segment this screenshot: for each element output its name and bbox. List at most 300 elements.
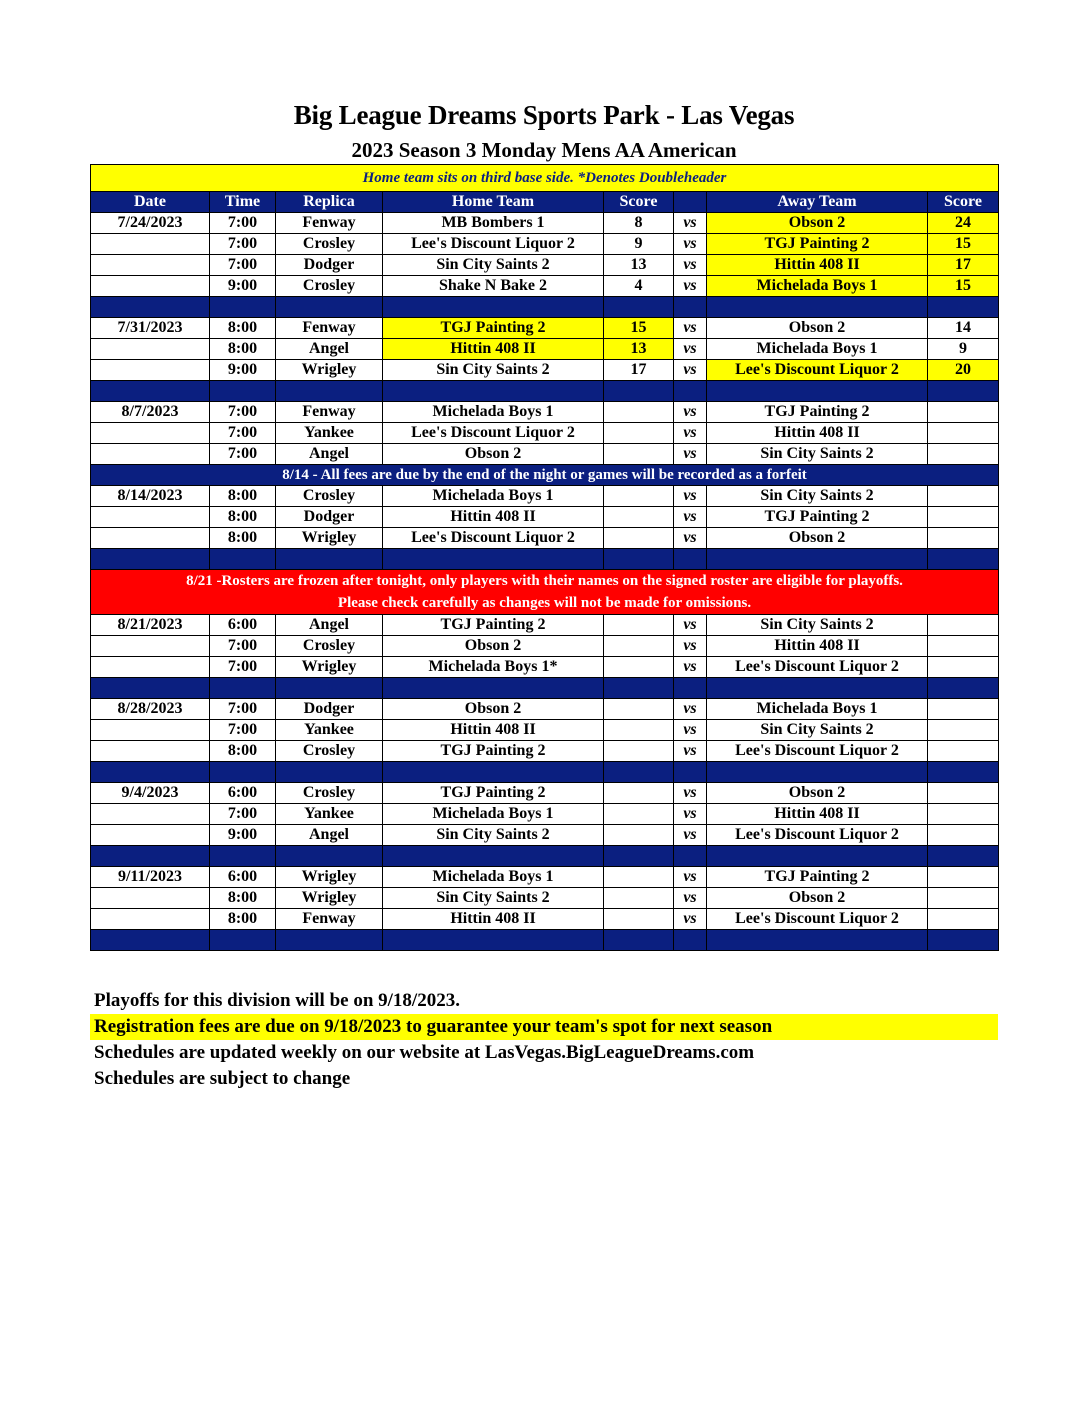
separator-cell [928, 762, 999, 783]
game-row [91, 636, 999, 657]
home-score: 13 [604, 339, 674, 360]
away-team: Hittin 408 II [707, 255, 928, 276]
away-score: 14 [928, 318, 999, 339]
away-score: 24 [928, 213, 999, 234]
col-away-team: Away Team [707, 192, 928, 213]
home-score [604, 444, 674, 465]
away-score [928, 804, 999, 825]
vs-label: vs [674, 507, 707, 528]
vs-label: vs [674, 528, 707, 549]
game-field: Fenway [276, 213, 383, 234]
game-date: 7/24/2023 [91, 213, 210, 234]
away-score: 15 [928, 276, 999, 297]
col-home-score: Score [604, 192, 674, 213]
schedule-table [90, 164, 999, 951]
home-team: Michelada Boys 1* [383, 657, 604, 678]
vs-label: vs [674, 339, 707, 360]
away-score: 9 [928, 339, 999, 360]
separator-cell [210, 846, 276, 867]
game-field: Crosley [276, 486, 383, 507]
fee-notice: 8/14 - All fees are due by the end of the night or games will be recorded as a forfeit [91, 465, 999, 486]
away-team: Michelada Boys 1 [707, 699, 928, 720]
game-time: 8:00 [210, 486, 276, 507]
game-field: Yankee [276, 423, 383, 444]
game-row [91, 783, 999, 804]
away-team: Obson 2 [707, 888, 928, 909]
home-team: Hittin 408 II [383, 909, 604, 930]
game-time: 7:00 [210, 657, 276, 678]
home-team: Sin City Saints 2 [383, 888, 604, 909]
home-team: Michelada Boys 1 [383, 486, 604, 507]
game-time: 9:00 [210, 825, 276, 846]
away-score [928, 867, 999, 888]
separator-cell [210, 381, 276, 402]
separator-cell [707, 762, 928, 783]
page-title: Big League Dreams Sports Park - Las Vegas [293, 100, 795, 130]
vs-label: vs [674, 234, 707, 255]
game-row [91, 486, 999, 507]
home-team: Sin City Saints 2 [383, 360, 604, 381]
separator-cell [383, 678, 604, 699]
away-score [928, 615, 999, 636]
fee-notice-row [91, 465, 999, 486]
home-team: MB Bombers 1 [383, 213, 604, 234]
game-field: Wrigley [276, 360, 383, 381]
away-score [928, 657, 999, 678]
game-date [91, 909, 210, 930]
game-field: Wrigley [276, 657, 383, 678]
game-field: Wrigley [276, 888, 383, 909]
col-vs [674, 192, 707, 213]
game-date: 8/7/2023 [91, 402, 210, 423]
game-field: Wrigley [276, 528, 383, 549]
game-time: 6:00 [210, 615, 276, 636]
separator-cell [604, 549, 674, 570]
vs-label: vs [674, 276, 707, 297]
away-team: Sin City Saints 2 [707, 486, 928, 507]
week-separator-row [91, 930, 999, 951]
away-team: Hittin 408 II [707, 636, 928, 657]
game-time: 6:00 [210, 783, 276, 804]
vs-label: vs [674, 825, 707, 846]
vs-label: vs [674, 318, 707, 339]
game-row [91, 213, 999, 234]
away-team: TGJ Painting 2 [707, 234, 928, 255]
home-team: Sin City Saints 2 [383, 255, 604, 276]
game-date [91, 657, 210, 678]
week-separator-row [91, 549, 999, 570]
separator-cell [707, 297, 928, 318]
separator-cell [383, 930, 604, 951]
home-score [604, 507, 674, 528]
game-date [91, 423, 210, 444]
game-date: 8/28/2023 [91, 699, 210, 720]
game-time: 8:00 [210, 339, 276, 360]
game-time: 9:00 [210, 276, 276, 297]
game-row [91, 741, 999, 762]
separator-cell [604, 381, 674, 402]
away-team: Hittin 408 II [707, 423, 928, 444]
game-time: 7:00 [210, 234, 276, 255]
game-time: 7:00 [210, 720, 276, 741]
game-date: 9/4/2023 [91, 783, 210, 804]
roster-alert-row [91, 570, 999, 615]
game-date [91, 804, 210, 825]
game-row [91, 444, 999, 465]
away-score [928, 402, 999, 423]
away-score: 17 [928, 255, 999, 276]
home-team: Lee's Discount Liquor 2 [383, 423, 604, 444]
separator-cell [674, 930, 707, 951]
game-date [91, 255, 210, 276]
game-time: 8:00 [210, 528, 276, 549]
home-team: Hittin 408 II [383, 507, 604, 528]
separator-cell [210, 678, 276, 699]
game-date: 8/14/2023 [91, 486, 210, 507]
vs-label: vs [674, 741, 707, 762]
home-team: Obson 2 [383, 636, 604, 657]
vs-label: vs [674, 888, 707, 909]
game-time: 7:00 [210, 636, 276, 657]
game-time: 7:00 [210, 213, 276, 234]
home-score [604, 657, 674, 678]
game-time: 7:00 [210, 804, 276, 825]
game-field: Crosley [276, 741, 383, 762]
week-separator-row [91, 678, 999, 699]
separator-cell [276, 381, 383, 402]
separator-cell [707, 381, 928, 402]
home-team: TGJ Painting 2 [383, 783, 604, 804]
game-time: 7:00 [210, 402, 276, 423]
week-separator-row [91, 297, 999, 318]
home-team: Michelada Boys 1 [383, 867, 604, 888]
page-subtitle: 2023 Season 3 Monday Mens AA American [351, 138, 737, 162]
home-score [604, 486, 674, 507]
separator-cell [383, 549, 604, 570]
away-team: TGJ Painting 2 [707, 402, 928, 423]
home-score [604, 615, 674, 636]
away-team: Obson 2 [707, 213, 928, 234]
separator-cell [383, 297, 604, 318]
away-team: Sin City Saints 2 [707, 720, 928, 741]
home-score [604, 402, 674, 423]
game-row [91, 909, 999, 930]
vs-label: vs [674, 804, 707, 825]
game-row [91, 804, 999, 825]
game-field: Dodger [276, 699, 383, 720]
separator-cell [674, 846, 707, 867]
game-row [91, 402, 999, 423]
registration-note: Registration fees are due on 9/18/2023 to guarantee your team's spot for next season [90, 1014, 998, 1040]
game-field: Yankee [276, 720, 383, 741]
separator-cell [383, 762, 604, 783]
home-score [604, 804, 674, 825]
game-row [91, 255, 999, 276]
away-score [928, 528, 999, 549]
separator-cell [928, 549, 999, 570]
week-separator-row [91, 762, 999, 783]
away-score [928, 825, 999, 846]
home-score [604, 825, 674, 846]
separator-cell [91, 549, 210, 570]
separator-cell [276, 549, 383, 570]
separator-cell [674, 762, 707, 783]
separator-cell [604, 297, 674, 318]
home-team: TGJ Painting 2 [383, 318, 604, 339]
game-time: 8:00 [210, 909, 276, 930]
game-field: Wrigley [276, 867, 383, 888]
home-team: TGJ Painting 2 [383, 615, 604, 636]
separator-cell [928, 846, 999, 867]
home-score: 4 [604, 276, 674, 297]
game-row [91, 867, 999, 888]
separator-cell [91, 678, 210, 699]
game-time: 8:00 [210, 741, 276, 762]
separator-cell [276, 678, 383, 699]
away-score: 20 [928, 360, 999, 381]
game-row [91, 720, 999, 741]
game-time: 8:00 [210, 888, 276, 909]
vs-label: vs [674, 360, 707, 381]
home-score [604, 909, 674, 930]
roster-alert [91, 570, 999, 615]
away-team: Lee's Discount Liquor 2 [707, 909, 928, 930]
game-field: Crosley [276, 276, 383, 297]
separator-cell [91, 930, 210, 951]
game-row [91, 507, 999, 528]
game-field: Crosley [276, 783, 383, 804]
game-date [91, 234, 210, 255]
game-time: 8:00 [210, 318, 276, 339]
game-field: Angel [276, 339, 383, 360]
vs-label: vs [674, 615, 707, 636]
game-row [91, 234, 999, 255]
game-date [91, 360, 210, 381]
game-row [91, 423, 999, 444]
game-row [91, 888, 999, 909]
home-score: 17 [604, 360, 674, 381]
home-score: 8 [604, 213, 674, 234]
game-field: Angel [276, 825, 383, 846]
home-team-note: Home team sits on third base side. *Denotes Doubleheader [91, 165, 999, 192]
game-row [91, 528, 999, 549]
home-team: Obson 2 [383, 444, 604, 465]
separator-cell [91, 297, 210, 318]
game-date [91, 528, 210, 549]
separator-cell [210, 297, 276, 318]
home-team: Shake N Bake 2 [383, 276, 604, 297]
col-replica: Replica [276, 192, 383, 213]
away-team: Obson 2 [707, 318, 928, 339]
col-time: Time [210, 192, 276, 213]
game-field: Dodger [276, 507, 383, 528]
home-score: 15 [604, 318, 674, 339]
game-date [91, 636, 210, 657]
away-team: Hittin 408 II [707, 804, 928, 825]
game-time: 7:00 [210, 255, 276, 276]
col-home-team: Home Team [383, 192, 604, 213]
away-score [928, 909, 999, 930]
game-row [91, 276, 999, 297]
game-time: 7:00 [210, 423, 276, 444]
game-row [91, 657, 999, 678]
away-team: Obson 2 [707, 528, 928, 549]
away-team: Lee's Discount Liquor 2 [707, 360, 928, 381]
separator-cell [604, 930, 674, 951]
away-score [928, 783, 999, 804]
separator-cell [210, 549, 276, 570]
home-score [604, 720, 674, 741]
away-score [928, 636, 999, 657]
home-score: 13 [604, 255, 674, 276]
separator-cell [210, 762, 276, 783]
away-team: Sin City Saints 2 [707, 444, 928, 465]
away-score [928, 888, 999, 909]
separator-cell [674, 297, 707, 318]
game-date: 8/21/2023 [91, 615, 210, 636]
separator-cell [928, 930, 999, 951]
separator-cell [674, 549, 707, 570]
home-score [604, 636, 674, 657]
home-score [604, 528, 674, 549]
home-team: Sin City Saints 2 [383, 825, 604, 846]
game-row [91, 825, 999, 846]
game-time: 7:00 [210, 699, 276, 720]
separator-cell [276, 762, 383, 783]
separator-cell [91, 762, 210, 783]
vs-label: vs [674, 402, 707, 423]
game-row [91, 339, 999, 360]
home-score [604, 699, 674, 720]
away-score [928, 444, 999, 465]
home-team: Lee's Discount Liquor 2 [383, 528, 604, 549]
away-score [928, 507, 999, 528]
game-date [91, 339, 210, 360]
header-row [91, 192, 999, 213]
game-date [91, 720, 210, 741]
game-field: Fenway [276, 318, 383, 339]
game-date [91, 276, 210, 297]
away-team: Michelada Boys 1 [707, 276, 928, 297]
separator-cell [383, 846, 604, 867]
separator-cell [276, 846, 383, 867]
separator-cell [91, 381, 210, 402]
vs-label: vs [674, 867, 707, 888]
separator-cell [707, 930, 928, 951]
separator-cell [928, 381, 999, 402]
game-field: Yankee [276, 804, 383, 825]
game-time: 9:00 [210, 360, 276, 381]
away-score [928, 699, 999, 720]
game-field: Crosley [276, 234, 383, 255]
away-team: Lee's Discount Liquor 2 [707, 825, 928, 846]
away-score [928, 720, 999, 741]
game-field: Angel [276, 444, 383, 465]
away-score [928, 423, 999, 444]
away-team: Lee's Discount Liquor 2 [707, 657, 928, 678]
note-row [91, 165, 999, 192]
home-team: Hittin 408 II [383, 339, 604, 360]
game-field: Angel [276, 615, 383, 636]
game-date [91, 825, 210, 846]
game-field: Dodger [276, 255, 383, 276]
vs-label: vs [674, 423, 707, 444]
game-field: Fenway [276, 909, 383, 930]
separator-cell [276, 297, 383, 318]
col-date: Date [91, 192, 210, 213]
home-score [604, 741, 674, 762]
week-separator-row [91, 846, 999, 867]
separator-cell [383, 381, 604, 402]
game-date: 7/31/2023 [91, 318, 210, 339]
separator-cell [604, 846, 674, 867]
game-date [91, 507, 210, 528]
away-score: 15 [928, 234, 999, 255]
home-score [604, 423, 674, 444]
home-team: Hittin 408 II [383, 720, 604, 741]
separator-cell [928, 678, 999, 699]
game-time: 7:00 [210, 444, 276, 465]
vs-label: vs [674, 783, 707, 804]
separator-cell [604, 762, 674, 783]
playoffs-note: Playoffs for this division will be on 9/18/2023. [94, 990, 460, 1011]
away-score [928, 741, 999, 762]
vs-label: vs [674, 720, 707, 741]
separator-cell [674, 381, 707, 402]
game-row [91, 699, 999, 720]
separator-cell [674, 678, 707, 699]
game-field: Crosley [276, 636, 383, 657]
separator-cell [707, 846, 928, 867]
home-team: Michelada Boys 1 [383, 804, 604, 825]
website-note: Schedules are updated weekly on our website at LasVegas.BigLeagueDreams.com [94, 1042, 755, 1063]
roster-alert-line2: Please check carefully as changes will not be made for omissions. [337, 595, 752, 611]
home-score [604, 783, 674, 804]
home-team: Lee's Discount Liquor 2 [383, 234, 604, 255]
game-time: 8:00 [210, 507, 276, 528]
separator-cell [928, 297, 999, 318]
week-separator-row [91, 381, 999, 402]
away-score [928, 486, 999, 507]
away-team: Sin City Saints 2 [707, 615, 928, 636]
vs-label: vs [674, 486, 707, 507]
game-row [91, 360, 999, 381]
game-date: 9/11/2023 [91, 867, 210, 888]
separator-cell [276, 930, 383, 951]
home-team: Obson 2 [383, 699, 604, 720]
vs-label: vs [674, 699, 707, 720]
game-time: 6:00 [210, 867, 276, 888]
vs-label: vs [674, 909, 707, 930]
home-team: Michelada Boys 1 [383, 402, 604, 423]
away-team: Michelada Boys 1 [707, 339, 928, 360]
vs-label: vs [674, 255, 707, 276]
away-team: TGJ Painting 2 [707, 507, 928, 528]
separator-cell [707, 549, 928, 570]
vs-label: vs [674, 657, 707, 678]
home-team: TGJ Painting 2 [383, 741, 604, 762]
game-row [91, 318, 999, 339]
away-team: TGJ Painting 2 [707, 867, 928, 888]
home-score: 9 [604, 234, 674, 255]
vs-label: vs [674, 213, 707, 234]
home-score [604, 867, 674, 888]
col-away-score: Score [928, 192, 999, 213]
game-date [91, 741, 210, 762]
vs-label: vs [674, 636, 707, 657]
separator-cell [210, 930, 276, 951]
game-date [91, 888, 210, 909]
